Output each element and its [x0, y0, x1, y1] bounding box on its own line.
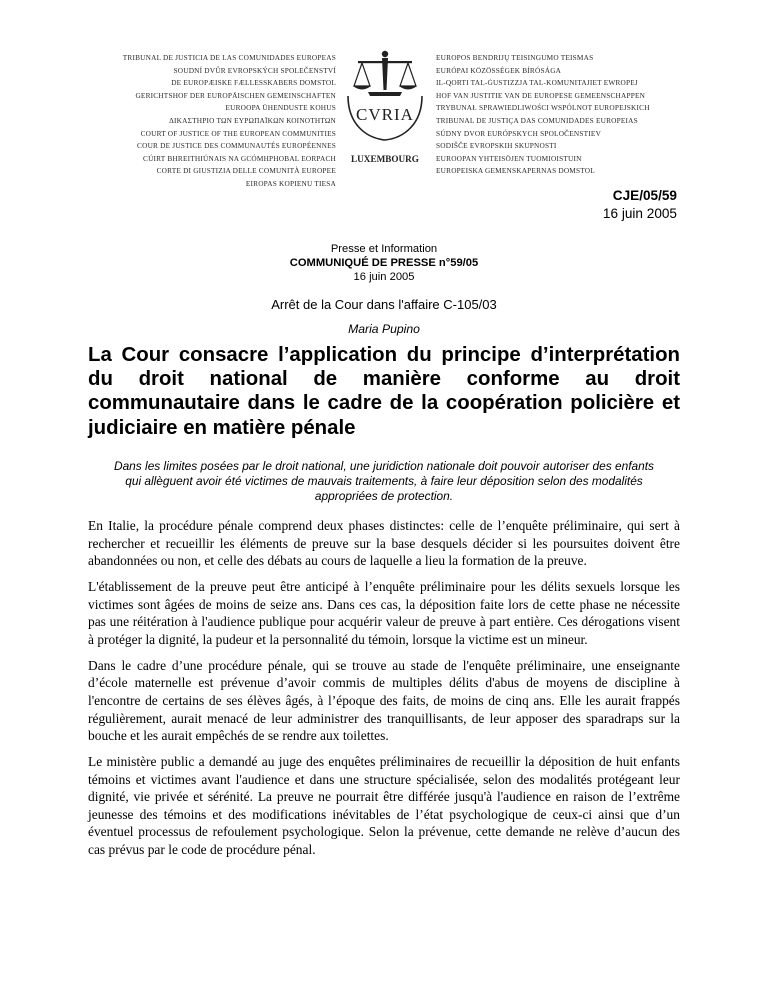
paragraph: Le ministère public a demandé au juge des enquêtes préliminaires de recueillir la déposition de huit enfants témoins et victimes avant l'audience et dans une structure spécialisée, selon des modalités protégeant leur dignité, vie privée et sérénité. La preuve ne pourrait être différée jusqu'à l'audience en raison de l’extrême jeunesse des témoins et des modifications inévitables de l’état psychologique de ceux-ci ainsi que d’un éventuel processus de refoulement psychologique. Selon la prévenue, cette demande ne relève d’aucun des cas prévus par le code de procédure pénal.: [88, 754, 680, 857]
court-names-right: [436, 52, 696, 178]
court-name: COUR DE JUSTICE DES COMMUNAUTÉS EUROPÉENNES: [137, 141, 336, 151]
paragraph: En Italie, la procédure pénale comprend deux phases distinctes: celle de l’enquête préliminaire, qui sert à rechercher et recueillir les éléments de preuve sur la base desquels décider si les poursuites doivent être abandonnées ou non, et celle des débats au cours de laquelle a lieu la formation de la preuve.: [88, 518, 680, 569]
city-label: LUXEMBOURG: [351, 154, 419, 164]
court-names-left: [88, 52, 336, 191]
court-name: EUROOPAN YHTEISÖJEN TUOMIOISTUIN: [436, 153, 582, 163]
court-name: EUROOPA ÜHENDUSTE KOHUS: [225, 103, 336, 113]
paragraph: L'établissement de la preuve peut être anticipé à l’enquête préliminaire pour les délits sexuels lorsque les victimes sont âgées de moins de seize ans. Dans ces cas, la déposition faite lors de cette phase ne nécessite pas une réitération à l'audience publique pour acquérir valeur de preuve à part entière. Ces dérogations visent à protéger la dignité, la pudeur et la personnalité du témoin, lorsque la victime est un mineur.: [88, 579, 680, 647]
document-reference: [603, 187, 677, 223]
case-title: Arrêt de la Cour dans l'affaire C-105/03: [271, 297, 497, 312]
body-text: [88, 517, 680, 867]
court-name: EIROPAS KOPIENU TIESA: [245, 178, 336, 188]
reference-date: 16 juin 2005: [602, 206, 677, 221]
press-label: Presse et Information: [330, 243, 438, 255]
court-name: GERICHTSHOF DER EUROPÄISCHEN GEMEINSCHAFTEN: [135, 90, 336, 100]
court-name: CÚIRT BHREITHIÚNAIS NA GCÓMHPHOBAL EORPACH: [143, 153, 336, 163]
press-date: 16 juin 2005: [353, 270, 415, 283]
court-name: SÚDNY DVOR EURÓPSKYCH SPOLOČENSTIEV: [436, 128, 602, 138]
court-name: HOF VAN JUSTITIE VAN DE EUROPESE GEMEENSCHAPPEN: [436, 90, 646, 100]
headline: La Cour consacre l’application du principe d’interprétation du droit national de manière conforme au droit communautaire dans le cadre de la coopération policière et judiciaire en matière pénale: [88, 344, 680, 439]
court-name: ΔΙΚΑΣΤΗΡΙΟ ΤΩΝ ΕΥΡΩΠΑΪΚΩΝ ΚΟΙΝΟΤΗΤΩΝ: [169, 115, 336, 125]
court-name: CORTE DI GIUSTIZIA DELLE COMUNITÀ EUROPEE: [156, 166, 336, 176]
court-name: TRYBUNAŁ SPRAWIEDLIWOŚCI WSPÓLNOT EUROPEJSKICH: [436, 103, 650, 113]
court-name: SOUDNÍ DVŮR EVROPSKÝCH SPOLEČENSTVÍ: [173, 65, 336, 75]
court-name: IL-QORTI TAL-ĠUSTIZZJA TAL-KOMUNITAJIET EWROPEJ: [436, 78, 638, 88]
press-block: [0, 243, 768, 284]
court-name: SODIŠČE EVROPSKIH SKUPNOSTI: [436, 141, 557, 151]
court-name: EURÓPAI KÖZÖSSÉGEK BÍRÓSÁGA: [436, 65, 562, 75]
emblem-text: CVRIA: [356, 105, 414, 124]
court-name: COURT OF JUSTICE OF THE EUROPEAN COMMUNITIES: [140, 128, 336, 138]
case-party: Maria Pupino: [348, 322, 420, 336]
paragraph: Dans le cadre d’une procédure pénale, qui se trouve au stade de l'enquête préliminaire, une enseignante d’école maternelle est prévenue d’avoir commis de multiples délits d'abus de moyens de discipline à l'encontre de certains de ses élèves âgés, à l’époque des faits, de moins de cinq ans. Elle les aurait frappés régulièrement, aurait menacé de leur administrer des tranquillisants, de leur apposer des sparadraps sur la bouche et les aurait empêchés de se rendre aux toilettes.: [88, 657, 680, 744]
court-name: DE EUROPÆISKE FÆLLESSKABERS DOMSTOL: [171, 78, 336, 88]
lead-summary: Dans les limites posées par le droit national, une juridiction nationale doit pouvoir autoriser des enfants qui allèguent avoir été victimes de mauvais traitements, à faire leur déposition selon des modalités appropriées de protection.: [113, 459, 654, 504]
court-name: TRIBUNAL DE JUSTIÇA DAS COMUNIDADES EUROPEIAS: [436, 115, 638, 125]
press-release-title: COMMUNIQUÉ DE PRESSE n°59/05: [289, 256, 479, 269]
court-name: TRIBUNAL DE JUSTICIA DE LAS COMUNIDADES EUROPEAS: [122, 53, 336, 62]
curia-emblem-icon: [338, 46, 432, 144]
reference-code: CJE/05/59: [612, 188, 677, 203]
court-name: EUROPOS BENDRIJŲ TEISINGUMO TEISMAS: [436, 53, 594, 62]
court-name: EUROPEISKA GEMENSKAPERNAS DOMSTOL: [436, 166, 595, 176]
